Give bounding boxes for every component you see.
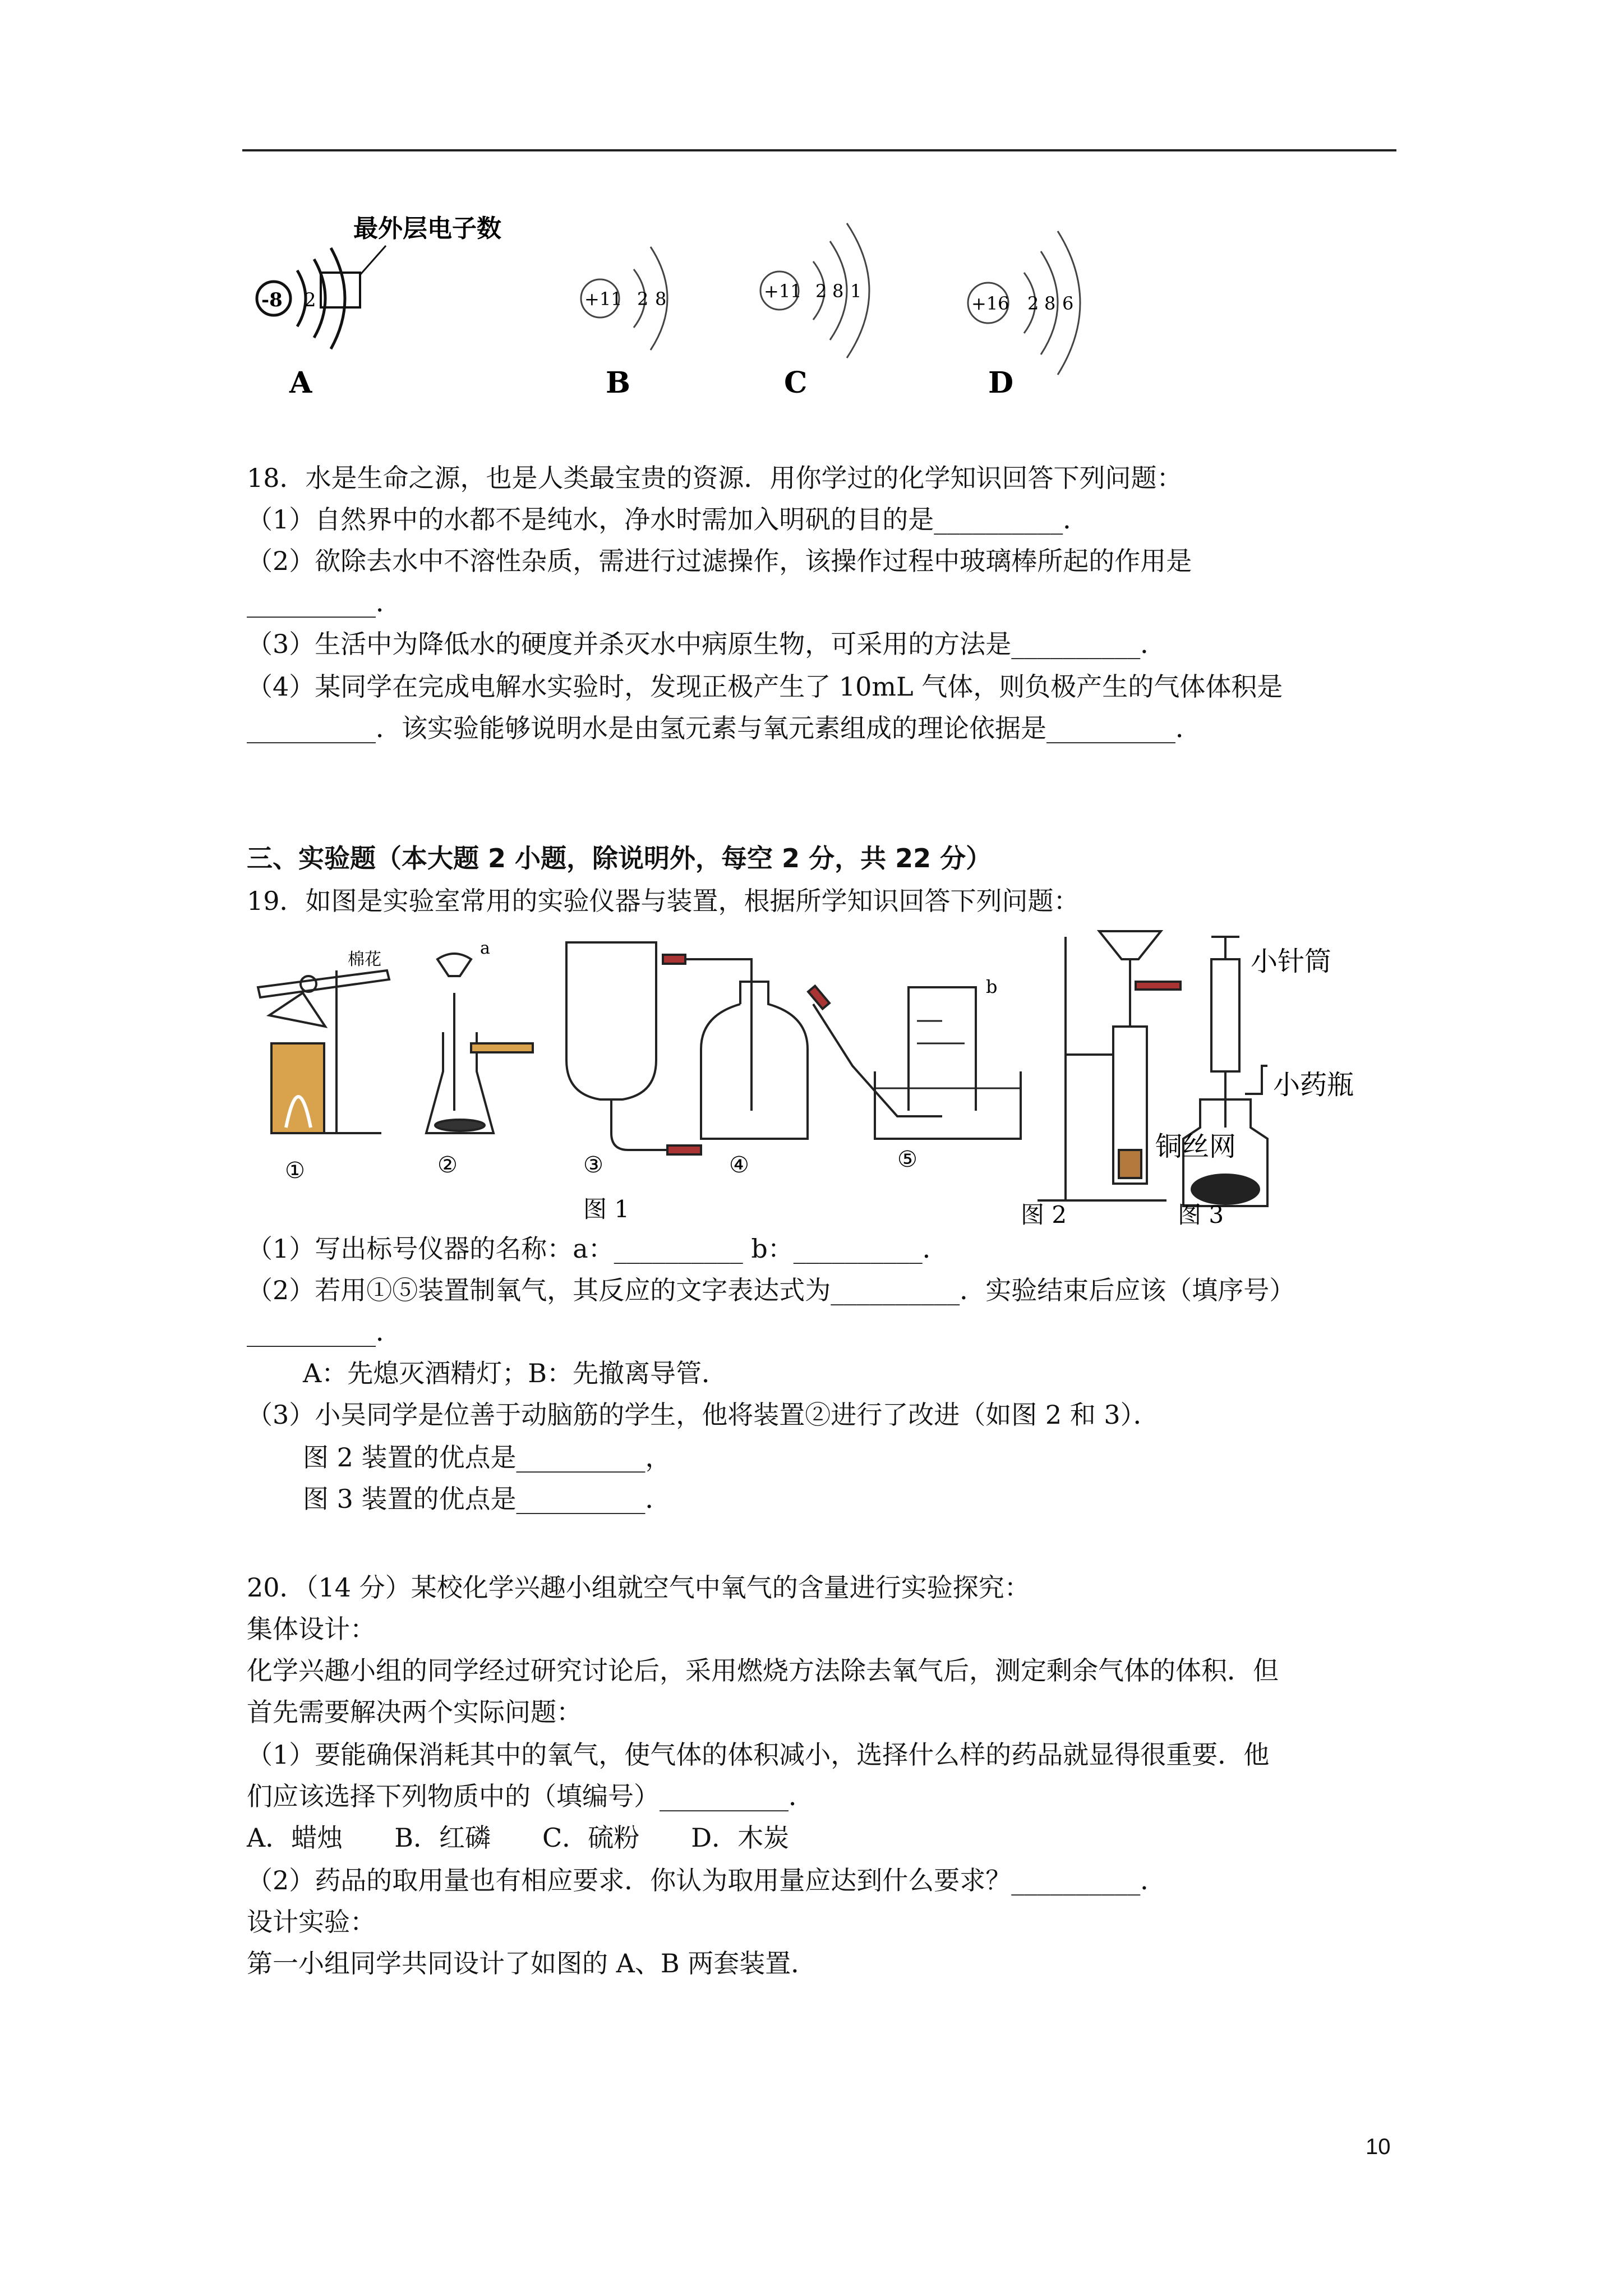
atom-c-letter: C (784, 366, 808, 400)
header-rule (242, 149, 1396, 151)
figure-3-apparatus (1183, 937, 1267, 1206)
atom-label: 最外层电子数 (353, 214, 501, 243)
atom-b-nucleus: +11 (584, 288, 623, 310)
atom-a-letter: A (289, 366, 312, 400)
apparatus-4 (663, 955, 808, 1139)
apparatus-2 (426, 954, 533, 1133)
q19-part-2a: （2）若用①⑤装置制氧气，其反应的文字表达式为__________．实验结束后应该（填序号） (247, 1275, 1295, 1305)
atom-d-shell-2: 8 (1044, 293, 1056, 314)
q18-part-4b: __________．该实验能够说明水是由氢元素与氧元素组成的理论依据是__________． (247, 713, 1201, 743)
q19-part-1: （1）写出标号仪器的名称：a：__________ b：__________． (247, 1234, 948, 1264)
q20-line-8: 设计实验： (247, 1907, 376, 1937)
q20-line-7: （2）药品的取用量也有相应要求．你认为取用量应达到什么要求？__________． (247, 1865, 1166, 1895)
q20-line-1: 集体设计： (247, 1614, 376, 1644)
atom-a-nucleus: -8 (261, 289, 283, 311)
atom-c-shell-3: 1 (850, 280, 862, 302)
apparatus-5 (808, 986, 1021, 1139)
label-vial: 小药瓶 (1273, 1069, 1354, 1101)
label-n3: ③ (583, 1152, 603, 1178)
q18-part-2b: __________． (247, 587, 402, 618)
atom-diagrams (241, 208, 1138, 409)
q18-part-1: （1）自然界中的水都不是纯水，净水时需加入明矾的目的是__________． (247, 504, 1089, 535)
atom-d-letter: D (988, 366, 1014, 400)
atom-b-letter: B (606, 366, 630, 400)
label-cotton: 棉花 (348, 950, 381, 969)
atom-c-nucleus: +11 (764, 280, 802, 302)
q19-part-2b: __________． (247, 1317, 402, 1347)
q19-part-3b: 图 3 装置的优点是__________． (303, 1484, 671, 1514)
apparatus-1 (258, 970, 389, 1133)
q20-stem: 20．（14 分）某校化学兴趣小组就空气中氧气的含量进行实验探究： (247, 1572, 1030, 1603)
atom-c-shell-1: 2 (815, 280, 827, 302)
lab-apparatus-figure (247, 926, 1368, 1240)
q18-part-3: （3）生活中为降低水的硬度并杀灭水中病原生物，可采用的方法是__________． (247, 629, 1166, 659)
atom-a-shell: 2 (304, 289, 316, 311)
q20-line-2: 化学兴趣小组的同学经过研究讨论后，采用燃烧方法除去氧气后，测定剩余气体的体积．但 (247, 1655, 1279, 1686)
q19-part-2c: A：先熄灭酒精灯；B：先撤离导管． (303, 1358, 728, 1388)
label-b: b (986, 976, 998, 997)
q18-stem: 18．水是生命之源，也是人类最宝贵的资源．用你学过的化学知识回答下列问题： (247, 463, 1183, 493)
atom-c-shell-2: 8 (832, 280, 844, 302)
label-a: a (480, 938, 490, 958)
q20-options: A．蜡烛 B．红磷 C．硫粉 D．木炭 (247, 1823, 790, 1853)
label-fig2: 图 2 (1021, 1201, 1067, 1228)
q20-line-3: 首先需要解决两个实际问题： (247, 1697, 582, 1727)
section-3-title: 三、实验题（本大题 2 小题，除说明外，每空 2 分，共 22 分） (247, 843, 992, 873)
q19-part-3a: 图 2 装置的优点是__________， (303, 1442, 671, 1473)
label-n4: ④ (729, 1152, 749, 1178)
atom-b-shell-2: 8 (655, 288, 667, 310)
atom-d-shell-1: 2 (1027, 293, 1039, 314)
apparatus-3 (566, 942, 701, 1154)
page-number: 10 (1366, 2134, 1391, 2159)
q19-part-3: （3）小吴同学是位善于动脑筋的学生，他将装置②进行了改进（如图 2 和 3）． (247, 1400, 1159, 1430)
label-n1: ① (285, 1158, 305, 1184)
q19-stem: 19．如图是实验室常用的实验仪器与装置，根据所学知识回答下列问题： (247, 886, 1080, 916)
label-n2: ② (437, 1152, 458, 1178)
q18-part-2a: （2）欲除去水中不溶性杂质，需进行过滤操作，该操作过程中玻璃棒所起的作用是 (247, 546, 1192, 576)
q18-part-4a: （4）某同学在完成电解水实验时，发现正极产生了 10mL 气体，则负极产生的气体体积是 (247, 671, 1283, 702)
label-n5: ⑤ (897, 1147, 917, 1172)
q20-line-4: （1）要能确保消耗其中的氧气，使气体的体积减小，选择什么样的药品就显得很重要．他 (247, 1740, 1270, 1770)
atom-b-shell-1: 2 (637, 288, 649, 310)
label-mesh: 铜丝网 (1155, 1131, 1237, 1162)
q20-line-5: 们应该选择下列物质中的（填编号）__________． (247, 1781, 814, 1811)
label-fig3: 图 3 (1178, 1201, 1224, 1228)
label-fig1: 图 1 (583, 1195, 630, 1223)
atom-d-shell-3: 6 (1062, 293, 1074, 314)
q20-line-9: 第一小组同学共同设计了如图的 A、B 两套装置． (247, 1948, 817, 1978)
label-syringe: 小针筒 (1251, 946, 1332, 977)
atom-d-nucleus: +16 (971, 293, 1009, 314)
